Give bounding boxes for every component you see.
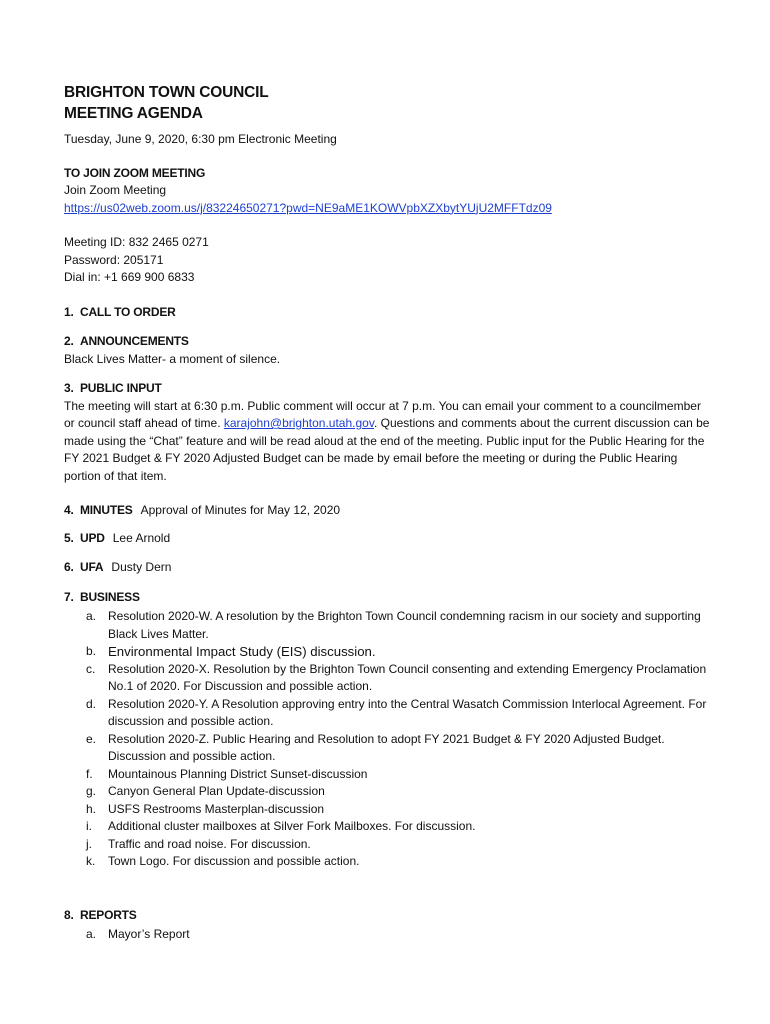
list-item: g. Canyon General Plan Update-discussion bbox=[86, 784, 325, 798]
section-label: CALL TO ORDER bbox=[80, 304, 176, 319]
zoom-join-line: Join Zoom Meeting bbox=[64, 183, 167, 197]
section-upd bbox=[64, 530, 710, 548]
list-item: k. Town Logo. For discussion and possible action. bbox=[86, 854, 360, 868]
dial-in-number: Dial in: +1 669 900 6833 bbox=[64, 270, 195, 284]
section-public-input bbox=[64, 380, 710, 485]
section-number: 8. bbox=[64, 907, 74, 922]
section-call-to-order bbox=[64, 304, 710, 322]
public-input-text-end: . Questions and comments about the current discussion can be made using the “Chat” feature and will be read aloud at the end of the meeting. Public input for the Public Hearing for the FY 2021 Budget & FY 2020 Adjusted Budget can be made by email before the meeting or during the Public Hearing portion of that item. bbox=[64, 416, 710, 483]
list-item: a. Mayor’s Report bbox=[86, 927, 190, 941]
section-label: MINUTES bbox=[80, 503, 133, 517]
list-item: j. Traffic and road noise. For discussion. bbox=[86, 836, 311, 851]
list-item: a. Resolution 2020-W. A resolution by the Brighton Town Council condemning racism in our society and supporting Black Lives Matter. bbox=[86, 609, 701, 641]
section-label: PUBLIC INPUT bbox=[80, 381, 162, 395]
agenda-title: MEETING AGENDA bbox=[64, 105, 203, 122]
zoom-heading: TO JOIN ZOOM MEETING bbox=[64, 165, 206, 180]
section-number: 4. bbox=[64, 503, 74, 517]
list-item: b. Environmental Impact Study (EIS) discussion. bbox=[86, 644, 376, 659]
meeting-id: Meeting ID: 832 2465 0271 bbox=[64, 235, 209, 249]
section-detail: Approval of Minutes for May 12, 2020 bbox=[140, 503, 341, 517]
section-announcements bbox=[64, 333, 710, 368]
announcement-text: Black Lives Matter- a moment of silence. bbox=[64, 351, 281, 366]
council-title: BRIGHTON TOWN COUNCIL bbox=[64, 84, 269, 101]
section-label: REPORTS bbox=[80, 907, 137, 922]
section-number: 2. bbox=[64, 334, 74, 348]
section-minutes bbox=[64, 502, 710, 520]
list-item: e. Resolution 2020-Z. Public Hearing and Resolution to adopt FY 2021 Budget & FY 2020 Adjusted Budget. Discussion and possible action. bbox=[86, 731, 665, 763]
section-number: 6. bbox=[64, 560, 74, 574]
section-detail: Dusty Dern bbox=[111, 560, 172, 574]
zoom-section bbox=[64, 165, 710, 287]
section-business bbox=[64, 589, 710, 871]
meeting-date-line: Tuesday, June 9, 2020, 6:30 pm Electronic Meeting bbox=[64, 132, 337, 146]
reports-list bbox=[64, 926, 710, 944]
section-label: BUSINESS bbox=[80, 589, 140, 604]
zoom-meeting-link[interactable]: https://us02web.zoom.us/j/83224650271?pwd=NE9aME1KOWVpbXZXbytYUjU2MFFTdz09 bbox=[64, 200, 552, 215]
business-list bbox=[64, 608, 710, 871]
list-item: d. Resolution 2020-Y. A Resolution approving entry into the Central Wasatch Commission Interlocal Agreement. For discussion and possible action. bbox=[86, 696, 707, 728]
section-label: ANNOUNCEMENTS bbox=[80, 334, 189, 348]
section-label: UPD bbox=[80, 530, 105, 545]
section-number: 5. bbox=[64, 530, 74, 545]
section-number: 7. bbox=[64, 589, 74, 604]
section-ufa bbox=[64, 559, 710, 577]
section-reports bbox=[64, 907, 710, 944]
council-email-link[interactable]: karajohn@brighton.utah.gov bbox=[223, 416, 374, 430]
public-input-text-start: The meeting will start at 6:30 p.m. Public comment will occur at 7 p.m. You can email your comment to a councilmember or council staff ahead of time. bbox=[64, 398, 701, 430]
public-input-paragraph bbox=[64, 398, 710, 486]
section-label: UFA bbox=[80, 560, 104, 574]
list-item: i. Additional cluster mailboxes at Silver Fork Mailboxes. For discussion. bbox=[86, 819, 476, 833]
list-item: c. Resolution 2020-X. Resolution by the Brighton Town Council consenting and extending Emergency Proclamation No.1 of 2020. For Discussion and possible action. bbox=[86, 661, 707, 693]
list-item: f. Mountainous Planning District Sunset-discussion bbox=[86, 766, 368, 781]
section-number: 3. bbox=[64, 381, 74, 395]
section-number: 1. bbox=[64, 304, 74, 319]
section-detail: Lee Arnold bbox=[112, 530, 171, 545]
list-item: h. USFS Restrooms Masterplan-discussion bbox=[86, 801, 325, 816]
meeting-password: Password: 205171 bbox=[64, 252, 164, 267]
